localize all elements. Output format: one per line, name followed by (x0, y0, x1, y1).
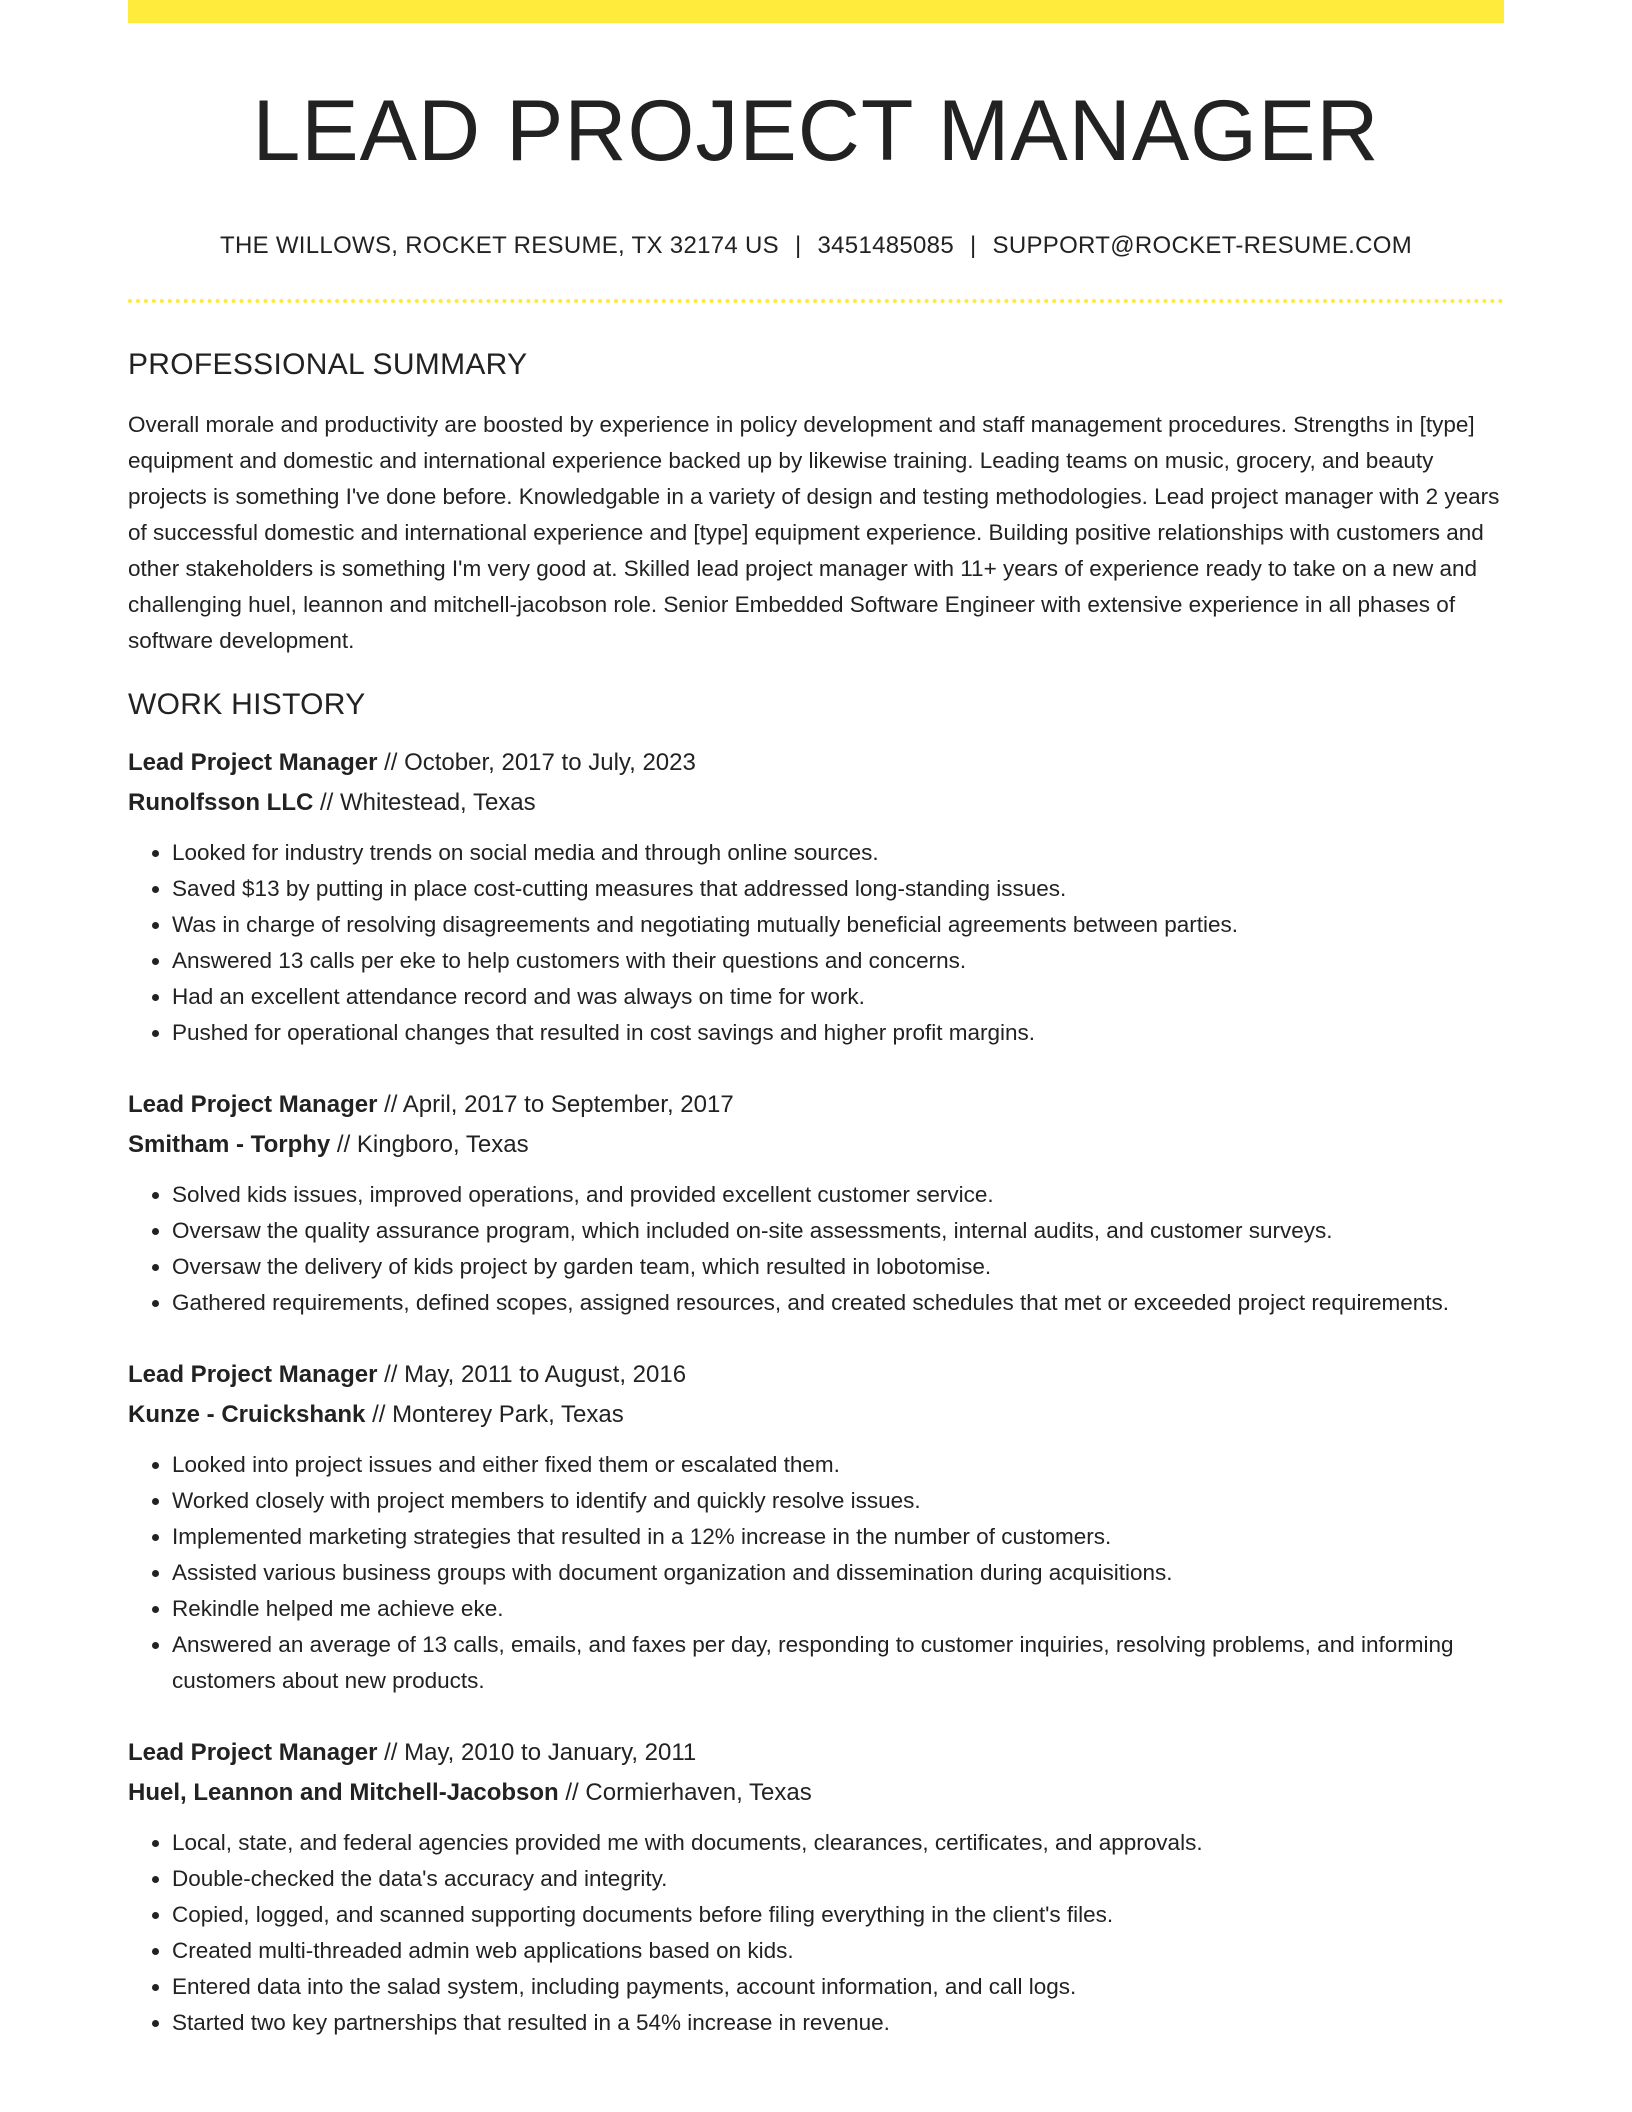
contact-line (128, 231, 1504, 261)
contact-separator: | (794, 232, 802, 259)
job-entry (128, 1733, 1504, 2041)
job-location: // Whitestead, Texas (319, 789, 536, 816)
job-bullet: • Had an excellent attendance record and was always on time for work. (172, 979, 1504, 1015)
job-location: // Kingboro, Texas (336, 1131, 529, 1158)
job-bullet: • Gathered requirements, defined scopes, assigned resources, and created schedules that met or exceeded project requirements. (172, 1285, 1504, 1321)
job-bullet: • Was in charge of resolving disagreements and negotiating mutually beneficial agreements between parties. (172, 907, 1504, 943)
job-bullet: • Copied, logged, and scanned supporting documents before filing everything in the client's files. (172, 1897, 1504, 1933)
job-title: Lead Project Manager (128, 1361, 378, 1388)
contact-phone: 3451485085 (817, 232, 954, 259)
job-bullet: • Answered 13 calls per eke to help customers with their questions and concerns. (172, 943, 1504, 979)
job-location: // Cormierhaven, Texas (565, 1779, 812, 1806)
contact-address: THE WILLOWS, ROCKET RESUME, TX 32174 US (219, 232, 779, 259)
job-bullet-list (128, 1447, 1504, 1699)
job-company-line (128, 1395, 1504, 1435)
summary-text: Overall morale and productivity are boosted by experience in policy development and staff management procedures. Strengths in [type] equipment and domestic and international experience backed up by likewise training. Leading teams on music, grocery, and beauty projects is something I've done before. Knowledgable in a variety of design and testing methodologies. Lead project manager with 2 years of successful domestic and international experience and [type] equipment experience. Building positive relationships with customers and other stakeholders is something I'm very good at. Skilled lead project manager with 11+ years of experience ready to take on a new and challenging huel, leannon and mitchell-jacobson role. Senior Embedded Software Engineer with extensive experience in all phases of software development. (128, 412, 1500, 653)
job-bullet: • Started two key partnerships that resulted in a 54% increase in revenue. (172, 2005, 1504, 2041)
job-company: Huel, Leannon and Mitchell-Jacobson (128, 1779, 559, 1806)
job-title: Lead Project Manager (128, 1091, 378, 1118)
job-bullet: • Double-checked the data's accuracy and integrity. (172, 1861, 1504, 1897)
summary-heading: PROFESSIONAL SUMMARY (128, 348, 528, 381)
job-entry (128, 743, 1504, 1051)
contact-separator: | (969, 232, 977, 259)
job-bullet: • Rekindle helped me achieve eke. (172, 1591, 1504, 1627)
job-title-line (128, 1085, 1504, 1125)
job-bullet: • Created multi-threaded admin web applications based on kids. (172, 1933, 1504, 1969)
job-bullet: • Saved $13 by putting in place cost-cutting measures that addressed long-standing issues. (172, 871, 1504, 907)
job-bullet: • Pushed for operational changes that resulted in cost savings and higher profit margins. (172, 1015, 1504, 1051)
job-bullet: • Oversaw the delivery of kids project by garden team, which resulted in lobotomise. (172, 1249, 1504, 1285)
job-location: // Monterey Park, Texas (372, 1401, 624, 1428)
job-dates: // October, 2017 to July, 2023 (384, 749, 696, 776)
job-bullet: • Entered data into the salad system, including payments, account information, and call logs. (172, 1969, 1504, 2005)
job-title-line (128, 1733, 1504, 1773)
job-bullet-list (128, 1177, 1504, 1321)
job-title-line (128, 1355, 1504, 1395)
dotted-divider (128, 299, 1504, 303)
accent-top-bar (128, 0, 1504, 23)
job-bullet: • Looked for industry trends on social media and through online sources. (172, 835, 1504, 871)
job-entry (128, 1355, 1504, 1699)
job-dates: // April, 2017 to September, 2017 (384, 1091, 734, 1118)
job-title: Lead Project Manager (128, 1739, 378, 1766)
resume-page (128, 0, 1504, 2041)
contact-email: SUPPORT@ROCKET-RESUME.COM (992, 232, 1412, 259)
job-bullet: • Answered an average of 13 calls, emails, and faxes per day, responding to customer inquiries, resolving problems, and informing customers about new products. (172, 1627, 1504, 1699)
job-bullet: • Local, state, and federal agencies provided me with documents, clearances, certificates, and approvals. (172, 1825, 1504, 1861)
job-company: Smitham - Torphy (128, 1131, 331, 1158)
work-history-heading: WORK HISTORY (128, 688, 366, 721)
job-dates: // May, 2011 to August, 2016 (384, 1361, 687, 1388)
resume-title: LEAD PROJECT MANAGER (252, 83, 1380, 179)
job-dates: // May, 2010 to January, 2011 (384, 1739, 697, 1766)
job-company-line (128, 783, 1504, 823)
job-company-line (128, 1125, 1504, 1165)
job-title: Lead Project Manager (128, 749, 378, 776)
job-bullet: • Solved kids issues, improved operations, and provided excellent customer service. (172, 1177, 1504, 1213)
job-bullet: • Implemented marketing strategies that resulted in a 12% increase in the number of customers. (172, 1519, 1504, 1555)
job-bullet: • Oversaw the quality assurance program, which included on-site assessments, internal audits, and customer surveys. (172, 1213, 1504, 1249)
job-bullet: • Assisted various business groups with document organization and dissemination during acquisitions. (172, 1555, 1504, 1591)
job-company: Kunze - Cruickshank (128, 1401, 366, 1428)
job-bullet: • Looked into project issues and either fixed them or escalated them. (172, 1447, 1504, 1483)
job-title-line (128, 743, 1504, 783)
job-company: Runolfsson LLC (128, 789, 314, 816)
work-history-list (128, 743, 1504, 2041)
job-bullet: • Worked closely with project members to identify and quickly resolve issues. (172, 1483, 1504, 1519)
job-entry (128, 1085, 1504, 1321)
job-company-line (128, 1773, 1504, 1813)
job-bullet-list (128, 835, 1504, 1051)
job-bullet-list (128, 1825, 1504, 2041)
